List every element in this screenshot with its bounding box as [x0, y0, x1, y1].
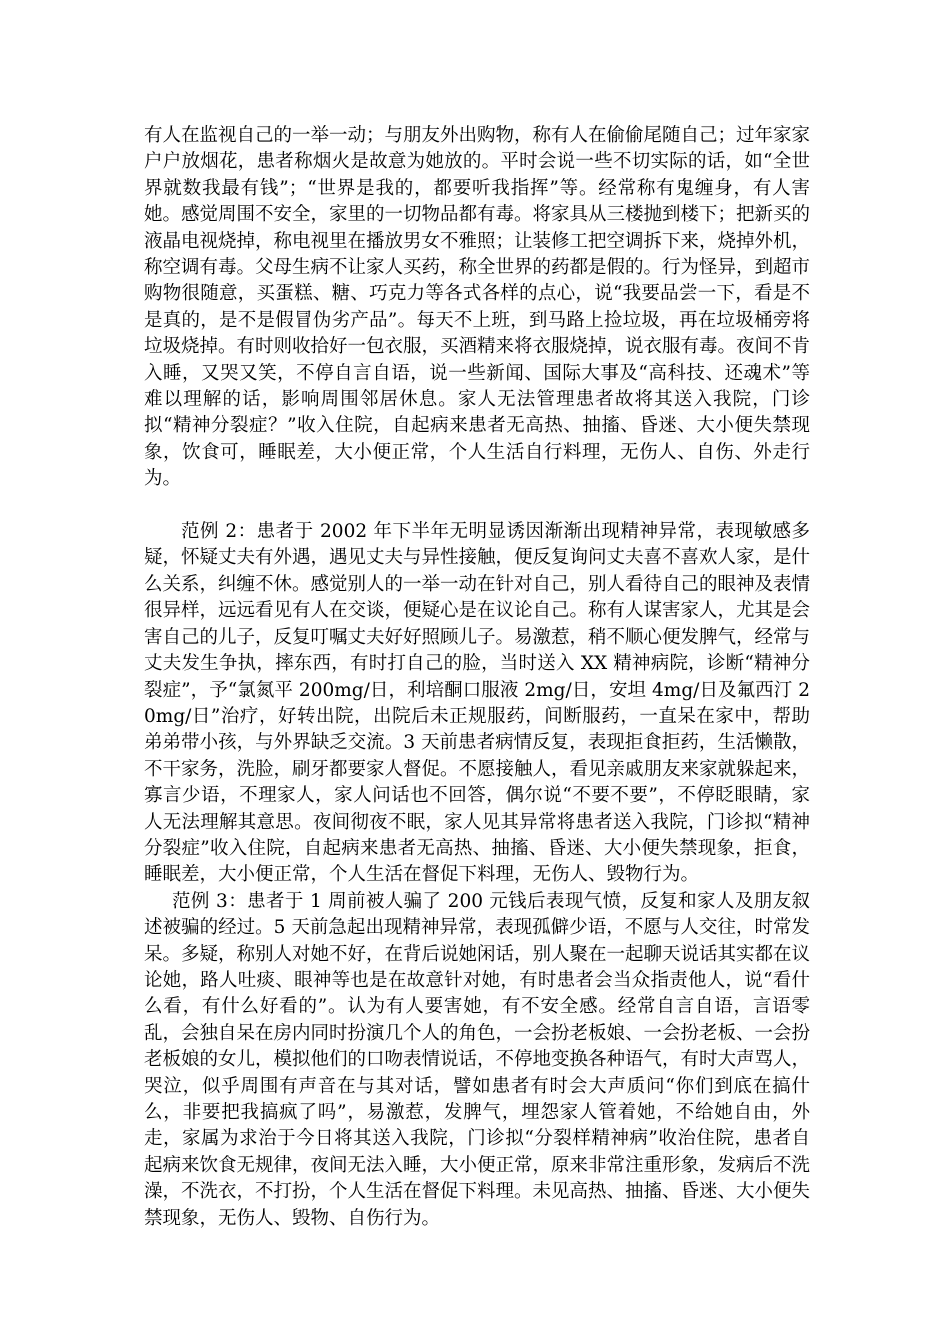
document-body: [144, 123, 810, 1232]
paragraph-example-3: 范例 3：患者于 1 周前被人骗了 200 元钱后表现气愤，反复和家人及朋友叙述被骗的经过。5 天前急起出现精神异常，表现孤僻少语，不愿与人交往，时常发呆。多疑，称别人对她不好，在背后说她闲话，别人聚在一起聊天说话其实都在议论她，路人吐痰、眼神等也是在故意针对她，有时患者会当众指责他人，说“看什么看，有什么好看的”。认为有人要害她，有不安全感。经常自言自语，言语零乱，会独自呆在房内同时扮演几个人的角色，一会扮老板娘、一会扮老板、一会扮老板娘的女儿，模拟他们的口吻表情说话，不停地变换各种语气，有时大声骂人，哭泣，似乎周围有声音在与其对话，譬如患者有时会大声质问“你们到底在搞什么，非要把我搞疯了吗”，易激惹，发脾气，埋怨家人管着她，不给她自由，外走，家属为求治于今日将其送入我院，门诊拟“分裂样精神病”收治住院，患者自起病来饮食无规律，夜间无法入睡，大小便正常，原来非常注重形象，发病后不洗澡，不洗衣，不打扮，个人生活在督促下料理。未见高热、抽搐、昏迷、大小便失禁现象，无伤人、毁物、自伤行为。: [144, 890, 811, 1229]
paragraph-example-2: 范例 2：患者于 2002 年下半年无明显诱因渐渐出现精神异常，表现敏感多疑，怀疑丈夫有外遇，遇见丈夫与异性接触，便反复询问丈夫喜不喜欢人家，是什么关系，纠缠不休。感觉别人的一举一动在针对自己，别人看待自己的眼神及表情很异样，远远看见有人在交谈，便疑心是在议论自己。称有人谋害家人，尤其是会害自己的儿子，反复叮嘱丈夫好好照顾儿子。易激惹，稍不顺心便发脾气，经常与丈夫发生争执，摔东西，有时打自己的脸，当时送入 XX 精神病院，诊断“精神分裂症”，予“氯氮平 200mg/日，利培酮口服液 2mg/日，安坦 4mg/日及氟西汀 20mg/日”治疗，好转出院，出院后未正规服药，间断服药，一直呆在家中，帮助弟弟带小孩，与外界缺乏交流。3 天前患者病情反复，表现拒食拒药，生活懒散，不干家务，洗脸，刷牙都要家人督促。不愿接触人，看见亲戚朋友来家就躲起来，寡言少语，不理家人，家人问话也不回答，偶尔说“不要不要”，不停眨眼睛，家人无法理解其意思。夜间彻夜不眠，家人见其异常将患者送入我院，门诊拟“精神分裂症”收入住院，自起病来患者无高热、抽搐、昏迷、大小便失禁现象，拒食，睡眠差，大小便正常，个人生活在督促下料理，无伤人、毁物行为。: [144, 521, 811, 886]
paragraph-gap: [144, 493, 810, 519]
paragraph-case-1-continued: 有人在监视自己的一举一动；与朋友外出购物，称有人在偷偷尾随自己；过年家家户户放烟花，患者称烟火是故意为她放的。平时会说一些不切实际的话，如“全世界就数我最有钱”；“世界是我的，都要听我指挥”等。经常称有鬼缠身，有人害她。感觉周围不安全，家里的一切物品都有毒。将家具从三楼抛到楼下；把新买的液晶电视烧掉，称电视里在播放男女不雅照；让装修工把空调拆下来，烧掉外机，称空调有毒。父母生病不让家人买药，称全世界的药都是假的。行为怪异，到超市购物很随意，买蛋糕、糖、巧克力等各式各样的点心，说“我要品尝一下，看是不是真的，是不是假冒伪劣产品”。每天不上班，到马路上捡垃圾，再在垃圾桶旁将垃圾烧掉。有时则收拾好一包衣服，买酒精来将衣服烧掉，说衣服有毒。夜间不肯入睡，又哭又笑，不停自言自语，说一些新闻、国际大事及“高科技、还魂术”等难以理解的话，影响周围邻居休息。家人无法管理患者故将其送入我院，门诊拟“精神分裂症？”收入住院，自起病来患者无高热、抽搐、昏迷、大小便失禁现象，饮食可，睡眠差，大小便正常，个人生活自行料理，无伤人、自伤、外走行为。: [144, 125, 811, 490]
